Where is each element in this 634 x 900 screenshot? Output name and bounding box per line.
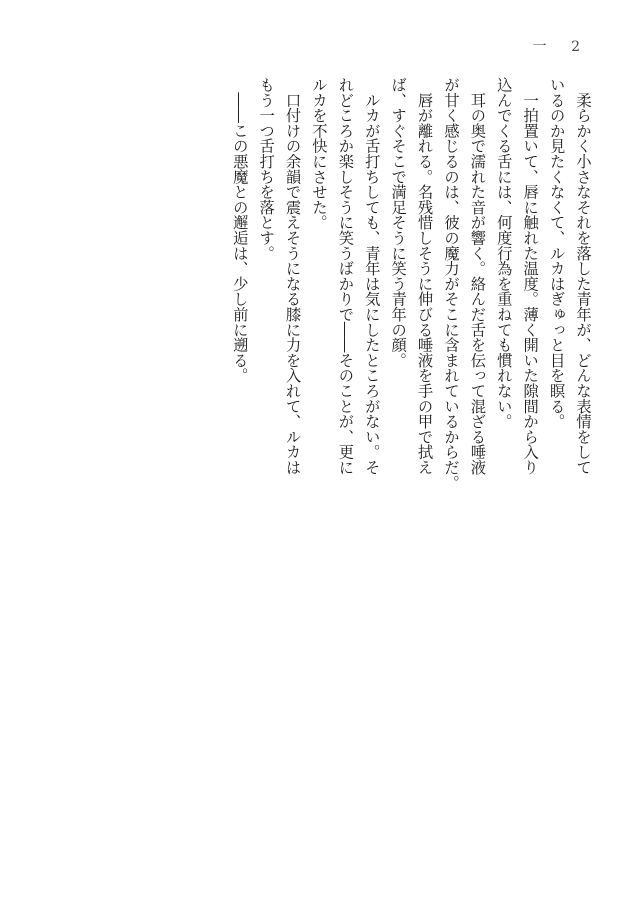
running-head-page-number: 一 2 (532, 39, 590, 55)
text-line: が甘く感じるのは、彼の魔力がそこに含まれているからだ。 (441, 77, 460, 491)
text-line: 唇が離れる。名残惜しそうに伸びる唾液を手の甲で拭え (415, 77, 434, 475)
text-line: 柔らかく小さなそれを落した青年が、どんな表情をして (574, 77, 592, 475)
text-line: 口付けの余韻で震えそうになる膝に力を入れて、ルカは (283, 77, 302, 475)
text-line: ルカが舌打ちしても、青年は気にしたところがない。そ (362, 77, 381, 475)
text-line: 耳の奥で濡れた音が響く。絡んだ舌を伝って混ざる唾液 (468, 77, 487, 475)
text-line: ルカを不快にさせた。 (309, 77, 328, 230)
text-line: れどころか楽しそうに笑うばかりで――そのことが、更に (336, 77, 355, 475)
text-line: いるのか見たくなくて、ルカはぎゅっと目を瞑る。 (547, 77, 566, 429)
text-line: 込んでくる舌には、何度行為を重ねても慣れない。 (494, 77, 513, 429)
text-line: 一拍置いて、唇に触れた温度。薄く開いた隙間から入り (521, 77, 540, 475)
text-line: もう一つ舌打ちを落とす。 (257, 77, 276, 261)
text-line: ば、すぐそこで満足そうに笑う青年の顔。 (389, 77, 408, 368)
text-line: ――この悪魔との邂逅は、少し前に遡る。 (230, 77, 249, 383)
vertical-body-text (226, 77, 596, 662)
